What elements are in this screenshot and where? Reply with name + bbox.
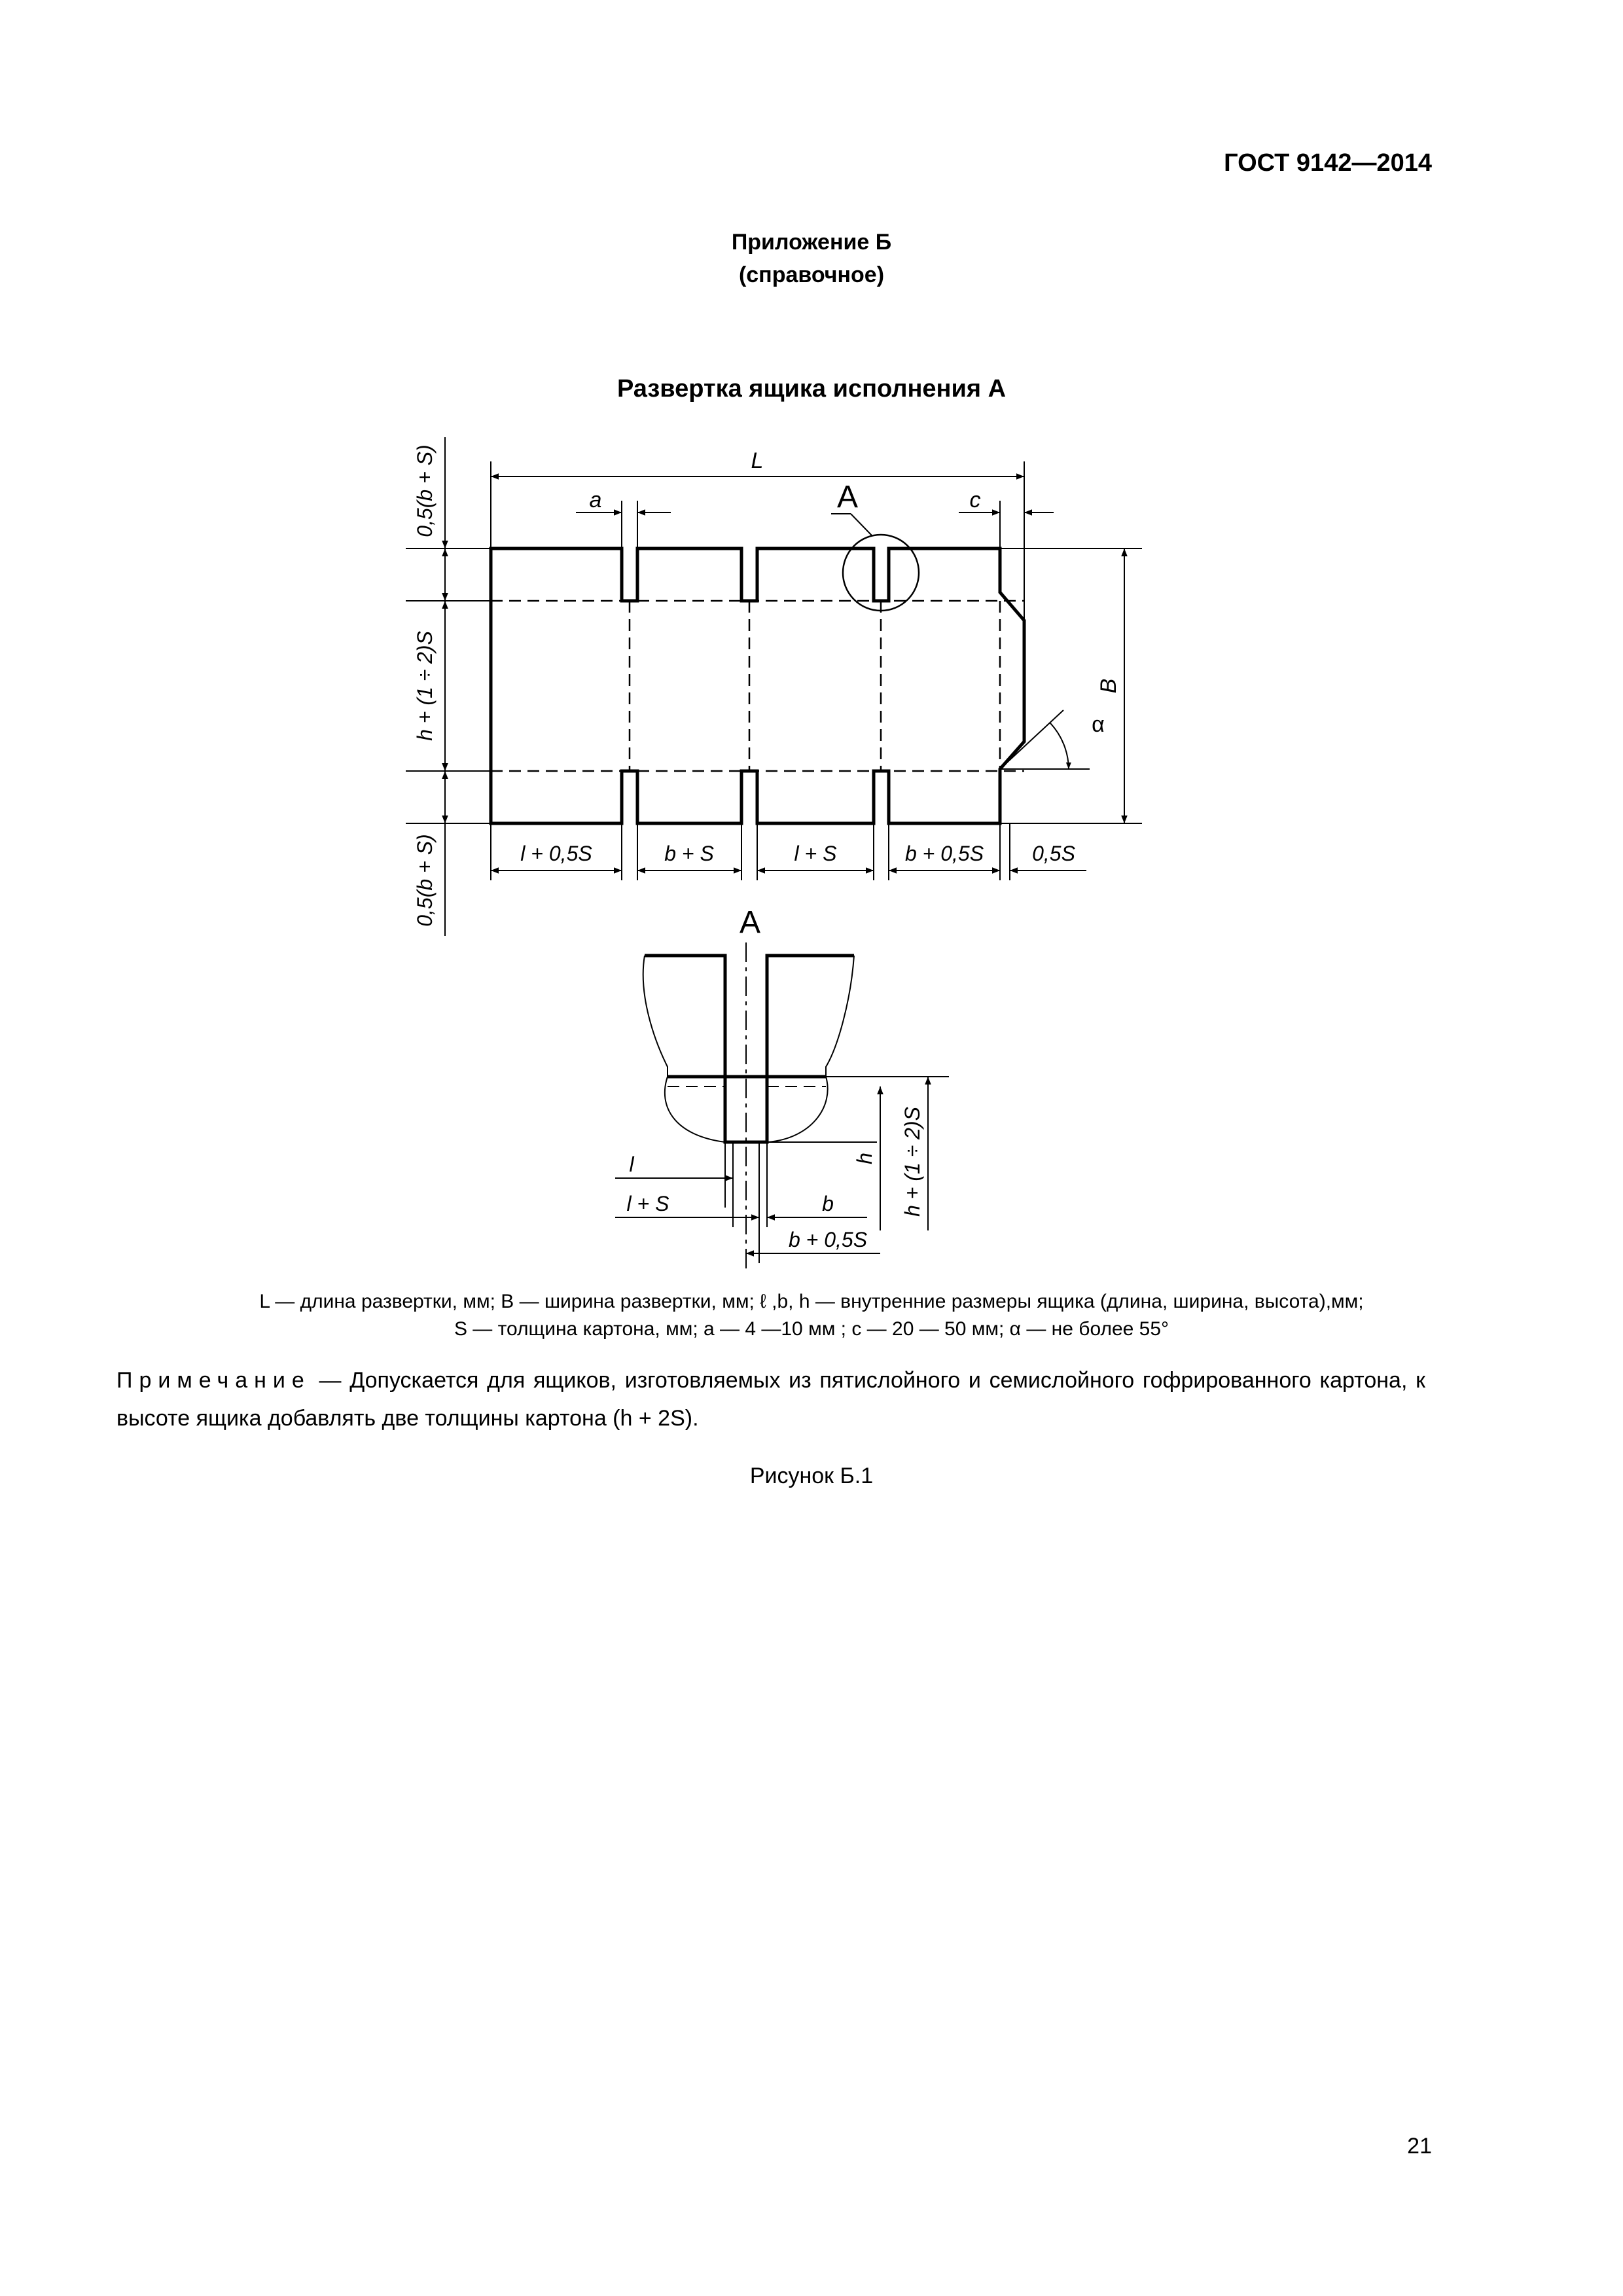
detail-label-h-plus: h + (1 ÷ 2)S <box>901 1107 924 1217</box>
document-standard-number: ГОСТ 9142—2014 <box>1224 149 1432 177</box>
label-B: B <box>1096 678 1121 694</box>
detail-view-A <box>615 905 949 1270</box>
figure-legend <box>0 1288 1623 1343</box>
detail-title: А <box>739 905 761 940</box>
label-c: c <box>969 488 981 512</box>
angle-line <box>1000 710 1063 769</box>
label-bottom-2: b + S <box>664 842 714 865</box>
detail-label-b: b <box>822 1192 834 1215</box>
detail-label-h: h <box>853 1153 876 1164</box>
label-bottom-1: l + 0,5S <box>520 842 592 865</box>
figure-title: Развертка ящика исполнения А <box>616 375 1007 403</box>
label-A: А <box>836 480 859 514</box>
label-L: L <box>751 448 764 473</box>
label-left-top: 0,5(b + S) <box>413 444 437 537</box>
appendix-title: Приложение Б <box>731 230 892 255</box>
note-paragraph <box>116 1361 1425 1437</box>
angle-arc <box>1050 723 1069 769</box>
detail-label-l: l <box>629 1153 634 1176</box>
label-bottom-4: b + 0,5S <box>904 842 984 865</box>
label-alpha: α <box>1092 712 1105 737</box>
detail-leader-A <box>851 514 872 535</box>
label-bottom-3: l + S <box>794 842 837 865</box>
label-a: a <box>589 488 602 512</box>
page-number: 21 <box>1407 2134 1432 2159</box>
note-text: — Допускается для ящиков, изготовляемых из пятислойного и семислойного гофрированного картона, к высоте ящика добавлять две толщины картона (h + 2S). <box>116 1368 1425 1431</box>
legend-line-2: S — толщина картона, мм; a — 4 —10 мм ; c — 20 — 50 мм; α — не более 55° <box>454 1318 1169 1340</box>
label-left-bot: 0,5(b + S) <box>413 834 437 927</box>
blank-outline <box>491 548 1024 823</box>
label-bottom-5: 0,5S <box>1032 842 1075 865</box>
label-left-mid: h + (1 ÷ 2)S <box>413 631 437 741</box>
detail-label-b-plus: b + 0,5S <box>788 1228 868 1251</box>
appendix-subtitle: (справочное) <box>738 262 885 287</box>
note-label: Примечание <box>116 1368 311 1393</box>
extension-lines <box>406 461 1142 880</box>
detail-label-l-plus-s: l + S <box>626 1192 669 1215</box>
fold-lines <box>491 601 1024 771</box>
figure-caption: Рисунок Б.1 <box>749 1463 874 1488</box>
legend-line-1: L — длина развертки, мм; B — ширина развертки, мм; ℓ ,b, h — внутренние размеры ящика (длина, ширина, высота),мм; <box>259 1291 1364 1312</box>
